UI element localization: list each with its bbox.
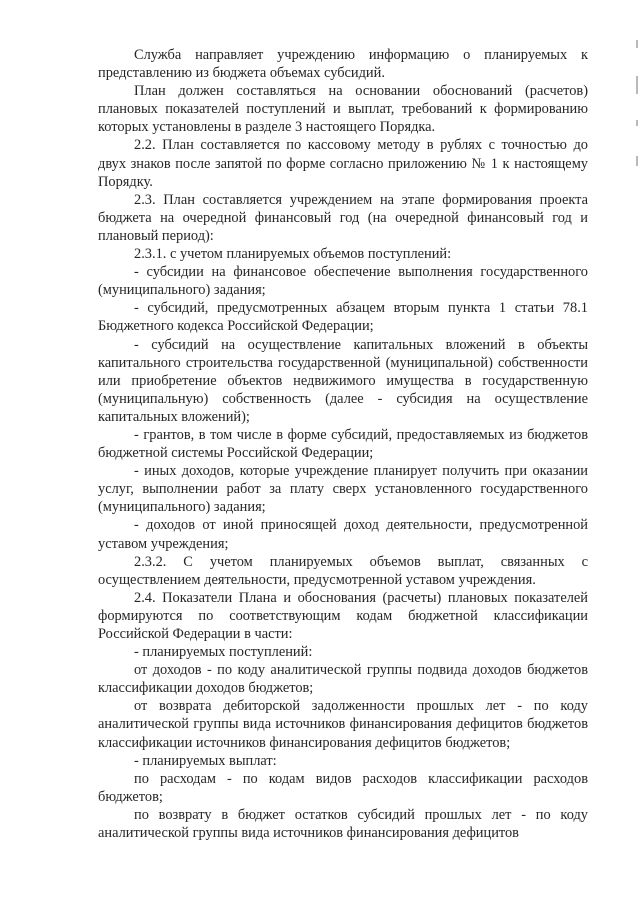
scan-edge-mark — [636, 40, 638, 48]
list-item-other-income: - иных доходов, которые учреждение планирует получить при оказании услуг, выполнении работ за плату сверх установленного государственного (муниципального) задания; — [98, 463, 588, 516]
paragraph-2-3-1: 2.3.1. с учетом планируемых объемов поступлений: — [134, 246, 452, 263]
paragraph-agency-informs: Служба направляет учреждению информацию о планируемых к представлению из бюджета объемах субсидий. — [98, 47, 588, 82]
list-item-article-78-1-subsidies: - субсидий, предусмотренных абзацем вторым пункта 1 статьи 78.1 Бюджетного кодекса Российской Федерации; — [98, 300, 588, 335]
item-subsidy-balance-return: по возврату в бюджет остатков субсидий прошлых лет - по коду аналитической группы вида источников финансирования дефицитов — [98, 806, 588, 842]
paragraph-2-3: 2.3. План составляется учреждением на этапе формирования проекта бюджета на очередной финансовый год (на очередной финансовый год и плановый период): — [98, 191, 588, 244]
paragraph-2-2: 2.2. План составляется по кассовому методу в рублях с точностью до двух знаков после запятой по форме согласно приложению № 1 к настоящему Порядку. — [98, 137, 588, 190]
scan-edge-mark — [636, 120, 638, 126]
list-item-planned-receipts: - планируемых поступлений: — [134, 644, 313, 661]
paragraph-plan-basis: План должен составляться на основании обоснований (расчетов) плановых показателей поступлений и выплат, требований к формированию которых установлены в разделе 3 настоящего Порядка. — [98, 83, 588, 136]
paragraph-2-3-2: 2.3.2. С учетом планируемых объемов выплат, связанных с осуществлением деятельности, предусмотренной уставом учреждения. — [98, 553, 588, 588]
scan-edge-mark — [636, 76, 638, 94]
scan-edge-mark — [636, 156, 638, 166]
item-receipts-from-income: от доходов - по коду аналитической группы подвида доходов бюджетов классификации доходов бюджетов; — [98, 662, 588, 697]
list-item-income-generating-activity: - доходов от иной приносящей доход деятельности, предусмотренной уставом учреждения; — [98, 517, 588, 552]
list-item-capital-investment-subsidies: - субсидий на осуществление капитальных вложений в объекты капитального строительства государственной (муниципальной) собственности или приобретение объектов недвижимого имущества в государственную (муниципальную) собственность (далее - субсидия на осуществление капитальных вложений); — [98, 336, 588, 425]
list-item-state-task-subsidy: - субсидии на финансовое обеспечение выполнения государственного (муниципального) задания; — [98, 264, 588, 299]
paragraph-2-4: 2.4. Показатели Плана и обоснования (расчеты) плановых показателей формируются по соответствующим кодам бюджетной классификации Российской Федерации в части: — [98, 589, 588, 642]
list-item-grants: - грантов, в том числе в форме субсидий, предоставляемых из бюджетов бюджетной системы Российской Федерации; — [98, 426, 588, 462]
item-receivables-repayment: от возврата дебиторской задолженности прошлых лет - по коду аналитической группы вида источников финансирования дефицитов бюджетов классификации источников финансирования дефицитов бюджетов; — [98, 698, 588, 751]
item-expenses: по расходам - по кодам видов расходов классификации расходов бюджетов; — [98, 770, 588, 805]
document-body — [98, 46, 588, 842]
list-item-planned-payments: - планируемых выплат: — [134, 752, 277, 769]
